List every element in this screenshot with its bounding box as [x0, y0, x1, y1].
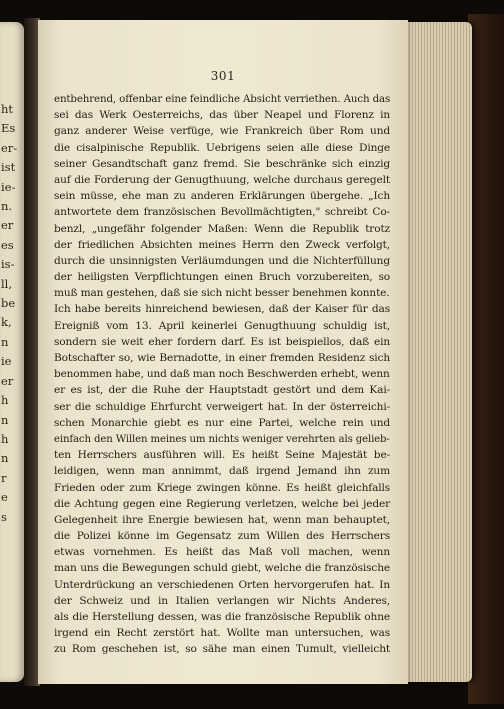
- book-cover: [468, 14, 504, 704]
- text-line: antwortete dem französischen Bevollmächtigten," schreibt Co-: [54, 206, 390, 219]
- text-line: Ereigniß vom 13. April keinerlei Genugthuung schuldig ist,: [54, 319, 390, 332]
- text-line: entbehrend, offenbar eine feindliche Absicht verriethen. Auch das: [54, 93, 391, 105]
- text-line: einfach den Willen meines um nichts weniger verehrten als gelieb-: [54, 432, 390, 445]
- left-page-fragment: s: [1, 509, 7, 524]
- text-line: durch die unsinnigsten Verläumdungen und die Nichterfüllung: [54, 254, 390, 267]
- text-line: die Polizei könne im Gegensatz zum Willen des Herrschers: [54, 530, 390, 543]
- text-line: muß man gestehen, daß sie sich nicht besser benehmen konnte.: [54, 287, 390, 300]
- left-page-fragment: n: [1, 412, 9, 427]
- text-line: sei das Werk Oesterreichs, das über Neapel und Florenz in: [54, 109, 390, 122]
- page-edges: [404, 22, 472, 682]
- left-page-fragment: er-: [1, 140, 18, 155]
- text-line: die cisalpinische Republik. Uebrigens seien alle diese Dinge: [54, 141, 390, 154]
- left-page-fragment: e: [1, 490, 8, 505]
- left-page-fragment: Es: [1, 121, 16, 136]
- left-page-fragment: h: [1, 393, 9, 408]
- left-page-fragment: er: [1, 373, 14, 388]
- text-line: benzl, „ungefähr folgender Maßen: Wenn die Republik trotz: [54, 222, 390, 235]
- text-line: der Schweiz und in Italien verlangen wir Nichts Anderes,: [54, 594, 390, 607]
- book-page: [38, 20, 408, 684]
- text-line: leidigen, wenn man annimmt, daß irgend Jemand ihn zum: [54, 465, 390, 478]
- left-page-fragment: n.: [1, 199, 13, 214]
- text-line: die Achtung gegen eine Regierung verletzen, welche bei jeder: [54, 497, 390, 510]
- text-line: irgend ein Recht zerstört hat. Wollte man untersuchen, was: [54, 627, 390, 640]
- left-page-fragment: h: [1, 431, 9, 446]
- text-line: Unterdrückung an verschiedenen Orten hervorgerufen hat. In: [54, 578, 390, 591]
- text-line: sondern sie weit eher fordern darf. Es ist beispiellos, daß ein: [54, 335, 390, 348]
- left-page-fragment: ist: [1, 160, 16, 175]
- text-line: ganz anderer Weise verfüge, wie Frankreich über Rom und: [54, 125, 390, 138]
- body-text: [54, 91, 390, 658]
- left-facing-page: [0, 22, 24, 682]
- text-line: er es ist, der die Ruhe der Hauptstadt gestört und dem Kai-: [54, 384, 390, 397]
- text-line: etwas vornehmen. Es heißt das Maß voll machen, wenn: [54, 546, 390, 559]
- left-page-fragment: n: [1, 334, 9, 349]
- left-page-fragment: n: [1, 451, 9, 466]
- text-line: Ich habe bereits hinreichend bewiesen, daß der Kaiser für das: [54, 303, 390, 316]
- left-page-fragment: ie: [1, 354, 12, 369]
- text-line: auf die Forderung der Genugthuung, welche durchaus geregelt: [54, 173, 390, 186]
- text-line: ser die schuldige Ehrfurcht verweigert hat. In der österreichi-: [54, 400, 390, 413]
- text-line: Botschafter so, wie Bernadotte, in einer fremden Residenz sich: [54, 352, 390, 364]
- left-page-fragment: er: [1, 218, 14, 233]
- text-line: schen Monarchie giebt es nur eine Partei, welche rein und: [54, 416, 390, 429]
- left-page-fragment: es: [1, 237, 14, 252]
- left-page-fragment: be: [1, 296, 16, 311]
- text-line: zu Rom geschehen ist, so sähe man einen Tumult, vielleicht: [54, 643, 390, 656]
- left-page-fragment: r: [1, 470, 7, 485]
- text-line: Gelegenheit ihre Energie bewiesen hat, wenn man behauptet,: [54, 513, 390, 526]
- text-line: man uns die Bewegungen schuld giebt, welche die französische: [54, 562, 390, 575]
- left-page-fragment: ht: [1, 102, 14, 116]
- text-line: benommen habe, und daß man noch Beschwerden erhebt, wenn: [54, 368, 390, 381]
- text-line: Frieden oder zum Kriege zwingen könne. Es heißt gleichfalls: [54, 481, 390, 494]
- text-line: als die Herstellung dessen, was die französische Republik ohne: [54, 611, 390, 623]
- left-page-fragment: ll,: [1, 276, 13, 291]
- left-page-fragment: is-: [1, 257, 15, 272]
- text-line: der heiligsten Verpflichtungen einen Bruch vorzubereiten, so: [54, 271, 390, 284]
- text-line: sein müsse, ehe man zu anderen Erklärungen übergehe. „Ich: [54, 190, 390, 203]
- left-page-fragment: ie-: [1, 179, 16, 194]
- left-page-fragments: [1, 100, 23, 527]
- text-line: der friedlichen Absichten meines Herrn den Zweck verfolgt,: [54, 238, 390, 251]
- text-line: seiner Gesandtschaft ganz fremd. Sie beschränke sich einzig: [54, 157, 390, 170]
- left-page-fragment: k,: [1, 315, 12, 330]
- text-line: ten Herrschers ausführen will. Es heißt Seine Majestät be-: [54, 449, 390, 462]
- page-number: 301: [210, 69, 236, 83]
